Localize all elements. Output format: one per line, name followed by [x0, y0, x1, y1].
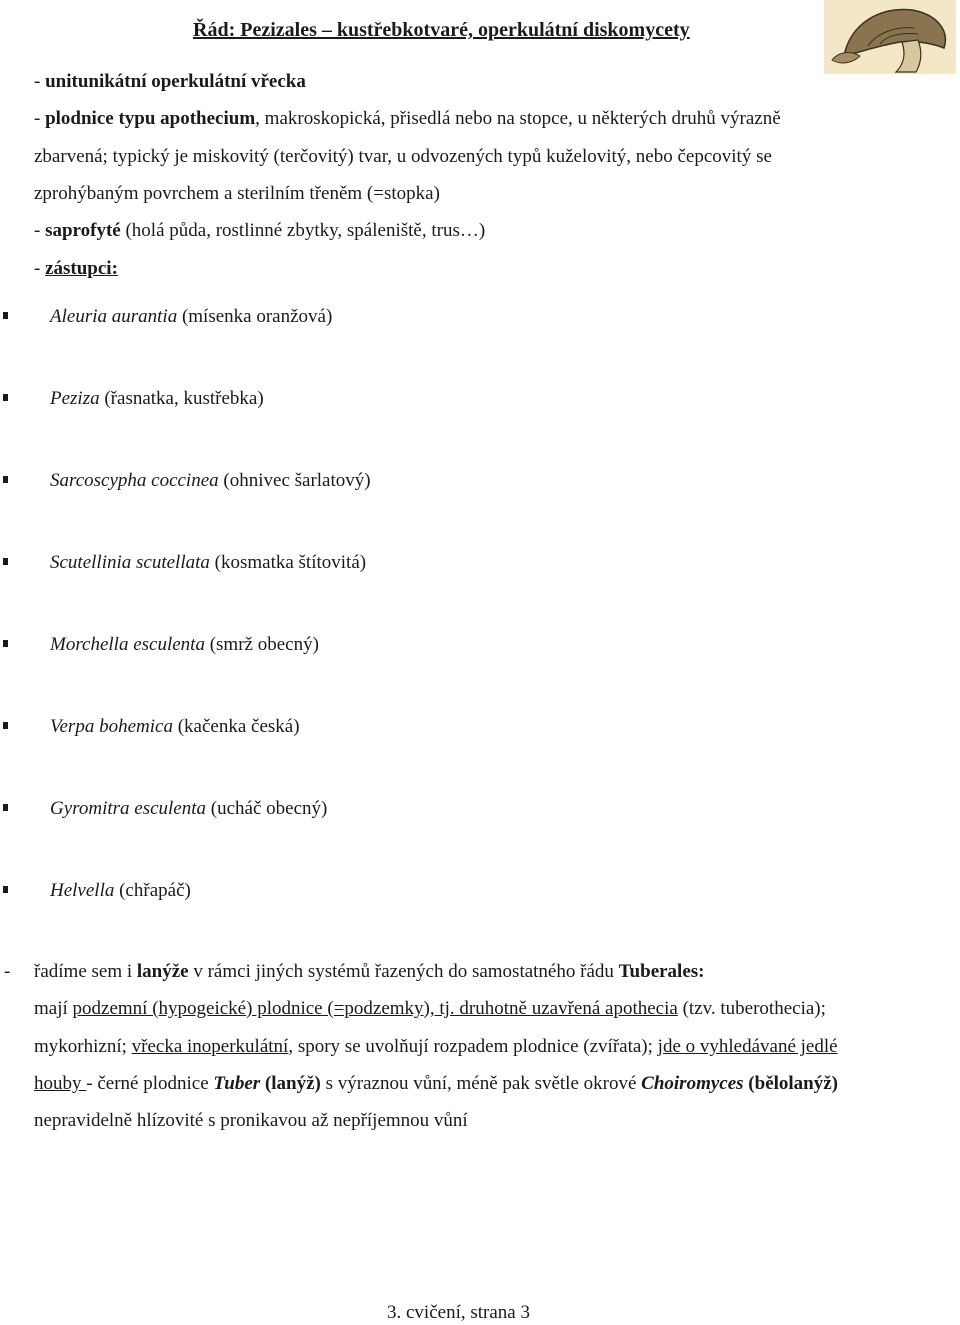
tuber-line-1: řadíme sem i lanýže v rámci jiných systémů řazených do samostatného řádu Tuberales:: [34, 961, 705, 982]
tuber-dash: -: [4, 961, 11, 982]
intro-line-asci: - unitunikátní operkulátní vřecka: [34, 71, 306, 92]
intro-line-stipe: zprohýbaným povrchem a sterilním třeněm (=stopka): [34, 183, 440, 204]
bullet-icon: [3, 558, 8, 565]
species-item: Gyromitra esculenta (ucháč obecný): [50, 798, 328, 819]
bullet-icon: [3, 886, 8, 893]
species-item: Scutellinia scutellata (kosmatka štítovitá): [50, 552, 367, 573]
bullet-icon: [3, 394, 8, 401]
intro-line-representatives: - zástupci:: [34, 258, 118, 279]
tuber-line-3: mykorhizní; vřecka inoperkulátní, spory se uvolňují rozpadem plodnice (zvířata); jde o vyhledávané jedlé: [34, 1036, 838, 1057]
page-footer: 3. cvičení, strana 3: [387, 1302, 530, 1323]
bullet-icon: [3, 476, 8, 483]
species-item: Helvella (chřapáč): [50, 880, 191, 901]
tuber-line-5: nepravidelně hlízovité s pronikavou až nepříjemnou vůní: [34, 1110, 468, 1131]
species-item: Sarcoscypha coccinea (ohnivec šarlatový): [50, 470, 371, 491]
intro-line-fruitbody: - plodnice typu apothecium, makroskopická, přisedlá nebo na stopce, u některých druhů výrazně: [34, 108, 781, 129]
species-item: Verpa bohemica (kačenka česká): [50, 716, 300, 737]
species-item: Aleuria aurantia (mísenka oranžová): [50, 306, 333, 327]
species-item: Peziza (řasnatka, kustřebka): [50, 388, 264, 409]
tuber-line-2: mají podzemní (hypogeické) plodnice (=podzemky), tj. druhotně uzavřená apothecia (tzv. tuberothecia);: [34, 998, 826, 1019]
bullet-icon: [3, 640, 8, 647]
bullet-icon: [3, 804, 8, 811]
intro-line-saprophytes: - saprofyté (holá půda, rostlinné zbytky, spáleniště, trus…): [34, 220, 486, 241]
intro-line-shape: zbarvená; typický je miskovitý (terčovitý) tvar, u odvozených typů kuželovitý, nebo čepcovitý se: [34, 146, 772, 167]
mushroom-emblem-image: [824, 0, 956, 74]
species-item: Morchella esculenta (smrž obecný): [50, 634, 319, 655]
bullet-icon: [3, 312, 8, 319]
page-title: Řád: Pezizales – kustřebkotvaré, operkulátní diskomycety: [193, 19, 690, 41]
tuber-line-4: houby - černé plodnice Tuber (lanýž) s výraznou vůní, méně pak světle okrové Choiromyces (bělolanýž): [34, 1073, 839, 1094]
bullet-icon: [3, 722, 8, 729]
